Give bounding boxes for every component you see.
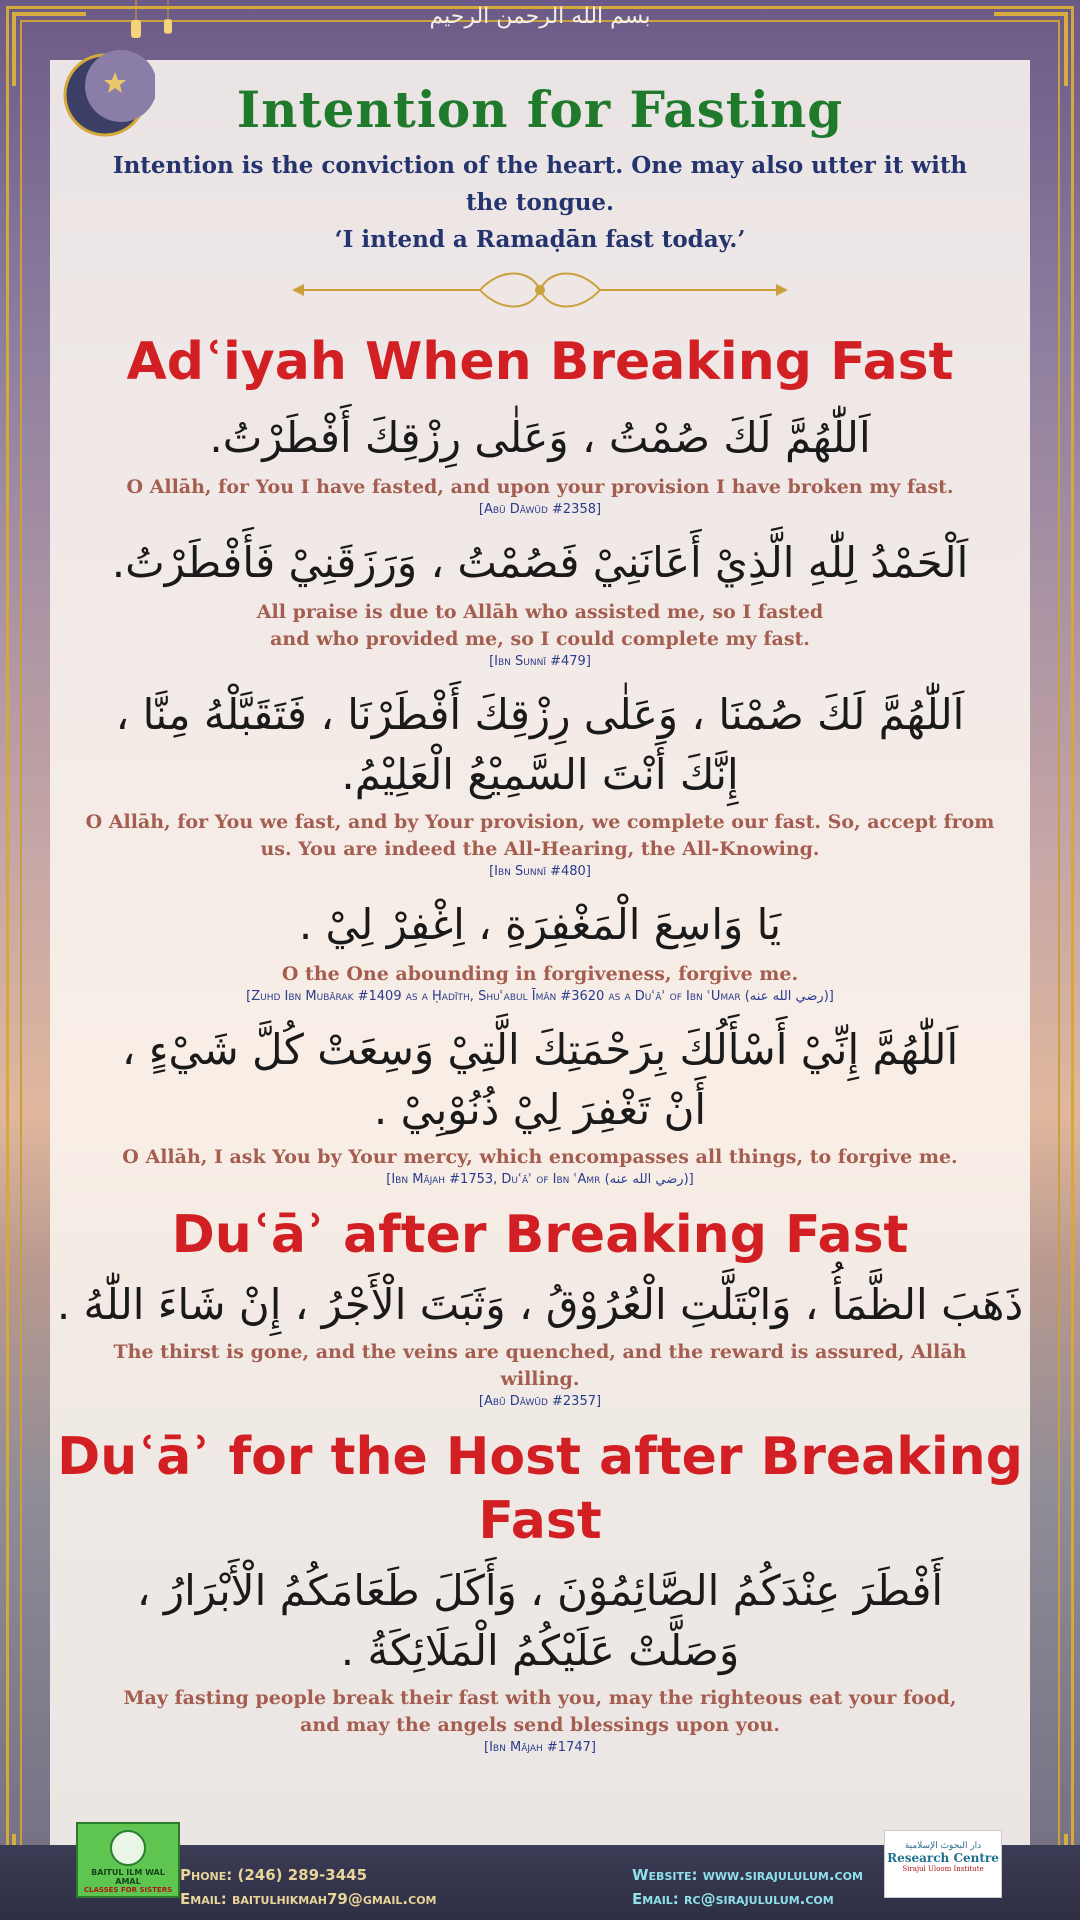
dua-block: [50, 533, 1030, 671]
arabic-text: اَللّٰهُمَّ لَكَ صُمْتُ ، وَعَلٰى رِزْقِكَ أَفْطَرْتُ.: [209, 413, 871, 462]
arabic-text: ذَهَبَ الظَّمَأُ ، وَابْتَلَّتِ الْعُرُوْقُ ، وَثَبَتَ الْأَجْرُ ، إِنْ شَاءَ اللّٰهُ .: [56, 1280, 1024, 1329]
arabic-text: اَللّٰهُمَّ إِنِّيْ أَسْأَلُكَ بِرَحْمَتِكَ الَّتِيْ وَسِعَتْ كُلَّ شَيْءٍ ،: [121, 1025, 959, 1074]
arabic-text: أَفْطَرَ عِنْدَكُمُ الصَّائِمُوْنَ ، وَأَكَلَ طَعَامَكُمُ الْأَبْرَارُ ،: [136, 1566, 944, 1615]
ornamental-divider-icon: [290, 268, 790, 318]
lantern-icon: [160, 0, 176, 40]
research-centre-logo: [884, 1830, 1002, 1898]
translation: us. You are indeed the All-Hearing, the All-Knowing.: [260, 838, 820, 860]
translation: O Allāh, for You I have fasted, and upon your provision I have broken my fast.: [126, 476, 954, 498]
logo-text: Research Centre: [887, 1851, 999, 1865]
arabic-text: يَا وَاسِعَ الْمَغْفِرَةِ ، اِغْفِرْ لِيْ .: [298, 900, 782, 949]
translation: O Allāh, for You we fast, and by Your provision, we complete our fast. So, accept from: [85, 811, 995, 833]
lantern-icon: [128, 0, 144, 50]
translation: The thirst is gone, and the veins are quenched, and the reward is assured, Allāh willing.: [113, 1341, 967, 1390]
translation: O the One abounding in forgiveness, forgive me.: [281, 963, 799, 985]
reference: [Ibn Mājah #1753, Duʿāʾ of Ibn ʿAmr (رضي الله عنه)]: [386, 1172, 694, 1187]
dua-block: [50, 685, 1030, 881]
intro-text: [90, 147, 990, 258]
reference: [Zuhd Ibn Mubārak #1409 as a Ḥadīth, Shuʿabul Īmān #3620 as a Duʿāʾ of Ibn ʿUmar (رضي الله عنه)]: [246, 989, 834, 1004]
contact-info: [180, 1863, 437, 1911]
arabic-text: اَلْحَمْدُ لِلّٰهِ الَّذِيْ أَعَانَنِيْ فَصُمْتُ ، وَرَزَقَنِيْ فَأَفْطَرْتُ.: [111, 538, 969, 587]
reference: [Ibn Sunnī #480]: [489, 864, 591, 879]
arabic-text: اَللّٰهُمَّ لَكَ صُمْنَا ، وَعَلٰى رِزْقِكَ أَفْطَرْنَا ، فَتَقَبَّلْهُ مِنَّا ،: [115, 690, 965, 739]
reference: [Abū Dāwūd #2358]: [478, 502, 602, 517]
dua-block: [50, 1020, 1030, 1189]
logo-text: CLASSES FOR SISTERS: [83, 1886, 173, 1894]
intro-line: Intention is the conviction of the heart. One may also utter it with the tongue.: [112, 152, 968, 216]
website-link[interactable]: Website: www.sirajululum.com: [632, 1866, 863, 1884]
website-info: [632, 1863, 863, 1911]
translation: O Allāh, I ask You by Your mercy, which encompasses all things, to forgive me.: [122, 1146, 958, 1168]
reference: [Ibn Sunnī #479]: [489, 654, 591, 669]
reference: [Abū Dāwūd #2357]: [478, 1394, 602, 1409]
page-title: Intention for Fasting: [236, 80, 844, 139]
email-link[interactable]: Email: baitulhikmah79@gmail.com: [180, 1890, 437, 1908]
translation: May fasting people break their fast with you, may the righteous eat your food,: [123, 1687, 957, 1709]
intro-line: ‘I intend a Ramaḍān fast today.’: [334, 226, 746, 253]
baitul-ilm-logo: [76, 1822, 180, 1898]
dua-block: [50, 895, 1030, 1006]
dua-block: [50, 408, 1030, 519]
reference: [Ibn Mājah #1747]: [484, 1740, 596, 1755]
arabic-text: أَنْ تَغْفِرَ لِيْ ذُنُوْبِيْ .: [373, 1085, 707, 1134]
arabic-text: وَصَلَّتْ عَلَيْكُمُ الْمَلَائِكَةُ .: [340, 1626, 740, 1675]
section-heading: Duʿāʾ after Breaking Fast: [171, 1205, 909, 1265]
translation: and may the angels send blessings upon you.: [300, 1714, 780, 1736]
logo-text: BAITUL ILM WAL AMAL: [91, 1868, 165, 1886]
translation: and who provided me, so I could complete my fast.: [270, 628, 810, 650]
logo-text: دار البحوث الإسلامية: [904, 1841, 982, 1851]
logo-text: Sirajul Uloom Institute: [902, 1865, 984, 1873]
email-link[interactable]: Email: rc@sirajululum.com: [632, 1890, 834, 1908]
dua-block: [50, 1561, 1030, 1757]
section-heading: Adʿiyah When Breaking Fast: [126, 332, 954, 392]
mosque-icon: [110, 1830, 146, 1866]
bismillah-calligraphy: بسم الله الرحمن الرحيم: [429, 4, 651, 29]
main-content: [50, 60, 1030, 1757]
section-heading: Duʿāʾ for the Host after Breaking Fast: [57, 1427, 1023, 1551]
dua-block: [50, 1275, 1030, 1411]
arabic-text: إِنَّكَ أَنْتَ السَّمِيْعُ الْعَلِيْمُ.: [341, 750, 739, 799]
translation: All praise is due to Allāh who assisted me, so I fasted: [256, 601, 824, 623]
phone-text: Phone: (246) 289-3445: [180, 1866, 368, 1884]
